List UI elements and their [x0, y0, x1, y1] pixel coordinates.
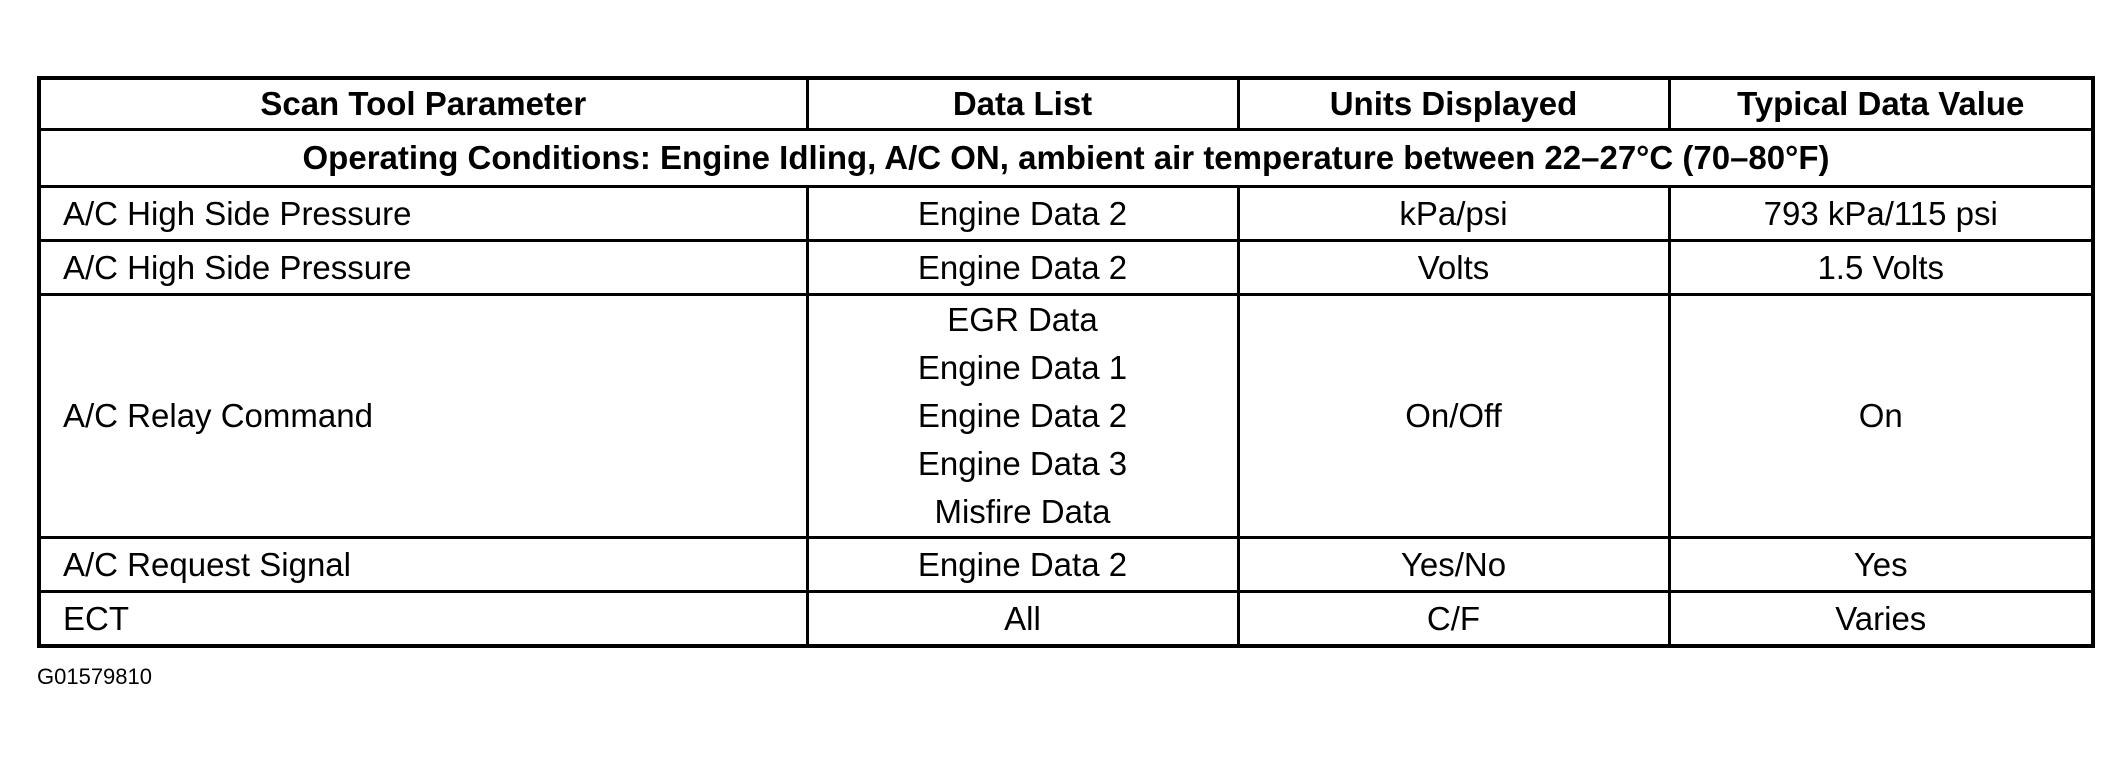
- data-list-cell: Engine Data 2: [807, 538, 1238, 592]
- table-row: [39, 538, 2093, 592]
- typical-value-cell: Yes: [1669, 538, 2093, 592]
- table-row: [39, 241, 2093, 295]
- table-row: [39, 187, 2093, 241]
- units-cell: kPa/psi: [1238, 187, 1669, 241]
- data-list-item: Engine Data 2: [917, 397, 1128, 434]
- typical-value-cell: Varies: [1669, 592, 2093, 647]
- data-list-cell: All: [807, 592, 1238, 647]
- data-list-cell: Engine Data 2: [807, 187, 1238, 241]
- table-row: [39, 295, 2093, 538]
- typical-value-cell: 793 kPa/115 psi: [1669, 187, 2093, 241]
- parameter-cell: A/C Request Signal: [39, 538, 807, 592]
- data-list-cell: [807, 295, 1238, 538]
- table-header-row: [39, 78, 2093, 130]
- operating-conditions-row: [39, 130, 2093, 187]
- table-row: [39, 592, 2093, 647]
- parameter-cell: A/C High Side Pressure: [39, 187, 807, 241]
- figure-id: G01579810: [37, 664, 152, 689]
- parameter-cell: A/C Relay Command: [39, 295, 807, 538]
- operating-conditions: Operating Conditions: Engine Idling, A/C ON, ambient air temperature between 22–27°C (70–80°F): [39, 130, 2093, 187]
- data-list-item: Engine Data 3: [917, 445, 1128, 482]
- data-list-cell: Engine Data 2: [807, 241, 1238, 295]
- parameter-cell: ECT: [39, 592, 807, 647]
- typical-value-cell: 1.5 Volts: [1669, 241, 2093, 295]
- units-cell: C/F: [1238, 592, 1669, 647]
- data-list-item: Misfire Data: [934, 493, 1111, 530]
- units-cell: Yes/No: [1238, 538, 1669, 592]
- units-cell: On/Off: [1238, 295, 1669, 538]
- units-cell: Volts: [1238, 241, 1669, 295]
- header-data-list: Data List: [807, 78, 1238, 130]
- header-typical-data-value: Typical Data Value: [1669, 78, 2093, 130]
- typical-value-cell: On: [1669, 295, 2093, 538]
- header-scan-tool-parameter: Scan Tool Parameter: [39, 78, 807, 130]
- data-list-item: EGR Data: [947, 301, 1098, 338]
- scan-tool-data-table: [37, 76, 2095, 648]
- header-units-displayed: Units Displayed: [1238, 78, 1669, 130]
- data-list-item: Engine Data 1: [917, 349, 1128, 386]
- parameter-cell: A/C High Side Pressure: [39, 241, 807, 295]
